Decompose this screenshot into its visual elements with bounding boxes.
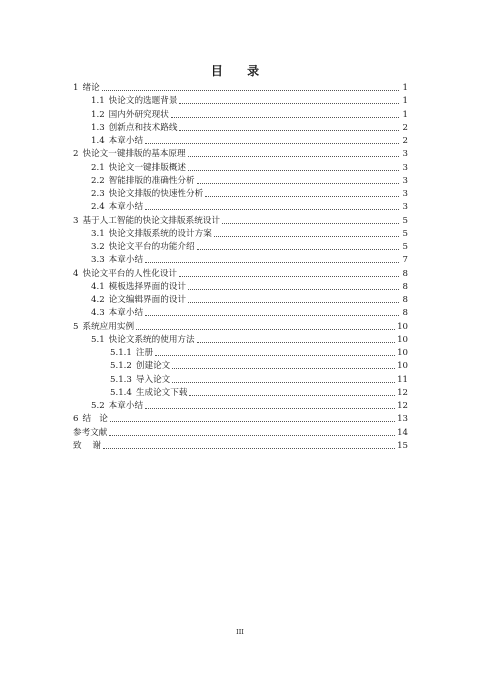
toc-entry[interactable]: [73, 81, 408, 94]
toc-entry-title: 论文编辑界面的设计: [108, 295, 187, 305]
toc-entry[interactable]: [91, 306, 408, 319]
toc-entry-page: 12: [397, 387, 408, 398]
toc-entry-number: 6: [73, 414, 79, 425]
toc-entry-page: 2: [402, 136, 408, 146]
toc-entry-number: 2.1: [91, 162, 105, 173]
toc-entry-title: 导入论文: [135, 374, 171, 385]
toc-entry[interactable]: [91, 121, 408, 134]
toc-entry-page: 3: [402, 202, 408, 213]
toc-entry-title: 快论文平台的人性化设计: [82, 268, 178, 279]
toc-entry[interactable]: [73, 147, 408, 160]
toc-entry-number: 5.2: [91, 401, 105, 411]
toc-entry-title: 快论文一键排版的基本原理: [82, 149, 186, 160]
toc-entry-title: 参考文献: [73, 427, 108, 438]
toc-entry-number: 2.3: [91, 189, 105, 199]
toc-entry-page: 8: [402, 281, 408, 292]
toc-entry-title: 创建论文: [135, 361, 171, 372]
toc-entry[interactable]: [73, 412, 408, 425]
toc-entry-page: 13: [397, 414, 408, 425]
toc-entry-number: 5.1: [91, 334, 105, 345]
dot-leader: [197, 342, 395, 343]
dot-leader: [188, 170, 399, 171]
dot-leader: [145, 209, 399, 210]
dot-leader: [155, 355, 395, 356]
toc-entry-title: 快论文排版的快速性分析: [108, 189, 204, 199]
toc-entry-title: 绪论: [82, 83, 100, 93]
toc-entry-title: 基于人工智能的快论文排版系统设计: [82, 215, 220, 226]
toc-entry[interactable]: [73, 426, 408, 439]
toc-entry-number: 1.2: [91, 109, 105, 120]
toc-entry[interactable]: [91, 200, 408, 213]
toc-entry-page: 10: [397, 334, 408, 345]
toc-entry-number: 1.1: [91, 96, 105, 107]
dot-leader: [222, 223, 399, 224]
page-number: III: [236, 628, 244, 636]
toc-entry[interactable]: [91, 187, 408, 200]
dot-leader: [188, 302, 399, 303]
dot-leader: [179, 103, 399, 104]
toc-entry-title: 本章小结: [108, 308, 144, 319]
dot-leader: [188, 156, 399, 157]
toc-entry-page: 3: [402, 162, 408, 173]
toc-entry-title: 本章小结: [108, 401, 144, 411]
toc-entry-number: 5.1.3: [110, 374, 132, 385]
toc-entry-number: 4: [73, 268, 79, 279]
dot-leader: [171, 117, 399, 118]
dot-leader: [172, 382, 395, 383]
toc-entry-page: 1: [402, 109, 408, 120]
toc-entry-page: 5: [402, 242, 408, 252]
toc-entry-number: 1.4: [91, 136, 105, 146]
dot-leader: [145, 262, 399, 263]
toc-entry-page: 1: [402, 83, 408, 93]
toc-entry[interactable]: [91, 399, 408, 412]
toc-entry[interactable]: [91, 94, 408, 107]
toc-entry-page: 10: [397, 348, 408, 358]
toc-entry-page: 7: [402, 255, 408, 266]
toc-entry-title: 快论文一键排版概述: [108, 162, 187, 173]
toc-entry-number: 3: [73, 215, 79, 226]
toc-entry-page: 12: [397, 401, 408, 411]
toc-entry-number: 2.4: [91, 202, 105, 213]
toc-title: 目 录: [210, 64, 270, 78]
toc-entry[interactable]: [91, 333, 408, 346]
toc-entry-number: 2: [73, 149, 79, 160]
toc-entry-number: 5.1.2: [110, 361, 132, 372]
dot-leader: [188, 289, 399, 290]
toc-entry-number: 3.3: [91, 255, 105, 266]
toc-entry-title: 快论文排版系统的设计方案: [108, 228, 212, 239]
dot-leader: [110, 421, 395, 422]
dot-leader: [103, 448, 395, 449]
toc-entry[interactable]: [91, 227, 408, 240]
toc-entry-page: 15: [397, 440, 408, 451]
toc-entry-page: 8: [402, 308, 408, 319]
toc-entry-title: 模板选择界面的设计: [108, 281, 187, 292]
dot-leader: [197, 249, 399, 250]
dot-leader: [189, 395, 395, 396]
toc-entry[interactable]: [91, 108, 408, 121]
toc-entry[interactable]: [110, 359, 408, 372]
toc-entry-title: 系统应用实例: [82, 321, 135, 332]
toc-entry-number: 5: [73, 321, 79, 332]
toc-entry[interactable]: [91, 253, 408, 266]
toc-entry-page: 11: [397, 374, 408, 385]
toc-entry[interactable]: [73, 214, 408, 227]
toc-entry-page: 8: [402, 295, 408, 305]
toc-entry-title: 本章小结: [108, 255, 144, 266]
toc-entry-page: 5: [402, 215, 408, 226]
toc-entry-title: 致 谢: [73, 440, 102, 451]
toc-entry-page: 14: [397, 427, 408, 438]
dot-leader: [214, 236, 399, 237]
toc-entry-page: 8: [402, 268, 408, 279]
toc-entry[interactable]: [91, 293, 408, 306]
toc-entry-page: 10: [397, 321, 408, 332]
dot-leader: [145, 315, 399, 316]
toc-entry-page: 3: [402, 189, 408, 199]
toc-entry-number: 1: [73, 83, 79, 93]
toc-entry[interactable]: [73, 439, 408, 452]
toc-entry-title: 国内外研究现状: [108, 109, 169, 120]
toc-entry-title: 快论文的选题背景: [108, 96, 178, 107]
toc-entry-number: 5.1.1: [110, 348, 132, 358]
toc-entry-title: 注册: [135, 348, 154, 358]
toc-entry-number: 4.2: [91, 295, 105, 305]
toc-entry-title: 创新点和技术路线: [108, 122, 178, 133]
dot-leader: [102, 90, 399, 91]
dot-leader: [179, 276, 399, 277]
toc-entry-title: 智能排版的准确性分析: [108, 175, 195, 186]
toc-entry[interactable]: [73, 267, 408, 280]
toc-entry-title: 本章小结: [108, 136, 144, 146]
dot-leader: [205, 196, 399, 197]
dot-leader: [172, 368, 395, 369]
toc-entry-number: 4.3: [91, 308, 105, 319]
toc-entry-page: 5: [402, 228, 408, 239]
dot-leader: [109, 435, 395, 436]
toc-entry[interactable]: [110, 346, 408, 359]
toc-entry[interactable]: [91, 134, 408, 147]
toc-entry-number: 1.3: [91, 122, 105, 133]
dot-leader: [145, 143, 399, 144]
toc-entry[interactable]: [91, 161, 408, 174]
toc-entry[interactable]: [73, 320, 408, 333]
toc-entry-page: 3: [402, 175, 408, 186]
toc-entry-title: 快论文平台的功能介绍: [108, 242, 195, 252]
toc-entry-title: 结 论: [82, 414, 108, 425]
toc-entry-page: 1: [402, 96, 408, 107]
toc-entry[interactable]: [91, 174, 408, 187]
toc-entry[interactable]: [110, 386, 408, 399]
toc-entry[interactable]: [91, 240, 408, 253]
toc-entry-number: 3.2: [91, 242, 105, 252]
dot-leader: [136, 329, 395, 330]
toc-entry-page: 10: [397, 361, 408, 372]
toc-entry-page: 2: [402, 122, 408, 133]
dot-leader: [179, 130, 399, 131]
toc-entry-title: 生成论文下载: [135, 387, 188, 398]
toc-entry-number: 4.1: [91, 281, 105, 292]
toc-entry-number: 3.1: [91, 228, 105, 239]
toc-entry-title: 快论文系统的使用方法: [108, 334, 195, 345]
toc-entry-title: 本章小结: [108, 202, 144, 213]
toc-entry-page: 3: [402, 149, 408, 160]
dot-leader: [197, 183, 399, 184]
dot-leader: [145, 408, 395, 409]
toc-entry-number: 2.2: [91, 175, 105, 186]
toc-entry[interactable]: [110, 373, 408, 386]
toc-entry-number: 5.1.4: [110, 387, 132, 398]
toc-entry[interactable]: [91, 280, 408, 293]
